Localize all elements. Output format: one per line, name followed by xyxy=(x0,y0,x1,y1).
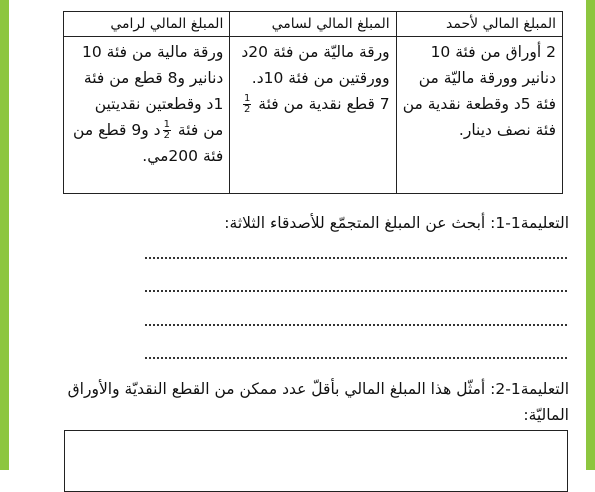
sami-line1: ورقة ماليّة من فئة 20د وورقتين من فئة 10د. xyxy=(241,43,390,87)
instruction-2: التعليمة1-2: أمثّل هذا المبلغ المالي بأقلّ عدد ممكن من القطع النقديّة والأوراق الماليّة: xyxy=(67,380,569,424)
fraction-denominator: 2 xyxy=(243,104,251,115)
fraction-numerator: 1 xyxy=(163,119,170,130)
fraction-denominator: 2 xyxy=(163,130,170,141)
cell-rami xyxy=(64,37,230,194)
instruction-1: التعليمة1-1: أبحث عن المبلغ المتجمّع للأصدقاء الثلاثة: xyxy=(224,214,569,232)
answer-line[interactable] xyxy=(145,324,567,326)
right-border-stripe xyxy=(586,0,595,470)
rami-line1: ورقة مالية من فئة 10 دنانير و8 قطع من فئة 1د وقطعتين نقديتين xyxy=(81,43,224,113)
answer-line[interactable] xyxy=(145,290,567,292)
header-sami: المبلغ المالي لسامي xyxy=(230,12,396,37)
answer-line[interactable] xyxy=(145,357,567,359)
answer-box[interactable] xyxy=(64,430,568,492)
rami-line2-post: د و9 قطع من فئة 200مي. xyxy=(73,121,224,165)
left-border-stripe xyxy=(0,0,9,470)
table-header-row xyxy=(64,12,563,37)
rami-line2-pre: من فئة xyxy=(177,121,224,139)
sami-line2: 7 قطع نقدية من فئة xyxy=(258,95,390,113)
fraction-half xyxy=(243,94,251,115)
header-ahmed: المبلغ المالي لأحمد xyxy=(396,12,562,37)
header-rami: المبلغ المالي لرامي xyxy=(64,12,230,37)
money-table xyxy=(63,11,563,194)
cell-sami xyxy=(230,37,396,194)
fraction-half xyxy=(163,120,171,141)
answer-line[interactable] xyxy=(145,257,567,259)
cell-ahmed: 2 أوراق من فئة 10 دنانير وورقة ماليّة من فئة 5د وقطعة نقدية من فئة نصف دينار. xyxy=(396,37,562,194)
table-row xyxy=(64,37,563,194)
fraction-numerator: 1 xyxy=(243,93,251,104)
